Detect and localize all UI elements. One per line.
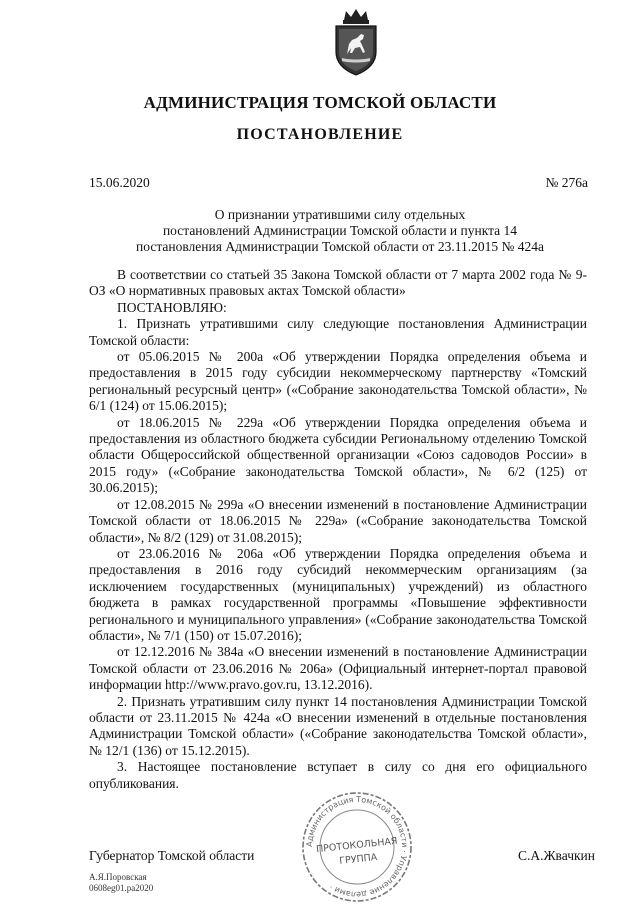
document-number: № 276а: [545, 175, 588, 190]
body-paragraph-decree-200a: от 05.06.2015 № 200а «Об утверждении Порядка определения объема и предоставления в 2015 году субсидии некоммерческому партнерству «Томский региональный ресурсный центр» («Собрание законодательства Томской области», № 6/1 (124) от 15.06.2015);: [89, 349, 587, 414]
document-date: 15.06.2020: [89, 175, 150, 190]
body-paragraph-item-1: 1. Признать утратившими силу следующие постановления Администрации Томской области:: [89, 316, 587, 348]
subject-line: О признании утратившими силу отдельных: [214, 207, 466, 222]
stamp-center-line-2: ГРУППА: [338, 851, 378, 867]
body-paragraph-resolve: ПОСТАНОВЛЯЮ:: [117, 299, 227, 315]
tomsk-coat-of-arms-icon: [330, 8, 382, 76]
executor-block: [89, 872, 153, 894]
executor-file-code: 0608eg01.pa2020: [89, 883, 154, 893]
body-paragraph-decree-206a: от 23.06.2016 № 206а «Об утверждении Порядка определения объема и предоставления в 2016 году субсидий некоммерческим организациям (за исключением государственных (муниципальных) учреждений) из областного бюджета в рамках государственной программы «Повышение эффективности регионального и муниципального управления» («Собрание законодательства Томской области», № 7/1 (150) от 15.07.2016);: [89, 545, 587, 643]
organization-title: АДМИНИСТРАЦИЯ ТОМСКОЙ ОБЛАСТИ: [143, 93, 497, 112]
document-subject: [60, 207, 620, 256]
body-paragraph-decree-384a: от 12.12.2016 № 384а «О внесении изменений в постановление Администрации Томской области от 23.06.2016 № 206а» (Официальный интернет-портал правовой информации http://www.pravo.gov.ru, 13.12.2016).: [89, 644, 587, 693]
subject-line: постановления Администрации Томской области от 23.11.2015 № 424а: [136, 239, 544, 255]
document-body: [89, 267, 587, 792]
stamp-ring-text: Администрация Томской области · Управление делами ·: [304, 794, 410, 900]
signer-position: Губернатор Томской области: [89, 848, 255, 863]
document-type: ПОСТАНОВЛЕНИЕ: [236, 126, 404, 143]
body-paragraph-decree-299a: от 12.08.2015 № 299а «О внесении изменений в постановление Администрации Томской области от 18.06.2015 № 229а» («Собрание законодательства Томской области», № 8/2 (129) от 31.08.2015);: [89, 496, 587, 545]
body-paragraph-item-2: 2. Признать утратившим силу пункт 14 постановления Администрации Томской области от 23.11.2015 № 424а «О внесении изменений в отдельные постановления Администрации Томской области» («Собрание законодательства Томской области», № 12/1 (136) от 15.12.2015).: [89, 693, 587, 758]
executor-name: А.Я.Поровская: [89, 872, 147, 882]
body-paragraph-item-3: 3. Настоящее постановление вступает в силу со дня его официального опубликования.: [89, 759, 587, 791]
stamp-center-line-1: ПРОТОКОЛЬНАЯ: [315, 835, 399, 856]
subject-line: постановлений Администрации Томской области и пункта 14: [162, 223, 518, 239]
protocol-group-stamp: [298, 790, 416, 905]
signer-name: С.А.Жвачкин: [517, 848, 595, 863]
body-paragraph-decree-229a: от 18.06.2015 № 229а «Об утверждении Порядка определения объема и предоставления из областного бюджета субсидии Региональному отделению Томской области Общероссийской общественной организации «Союз садоводов России» в 2015 году» («Собрание законодательства Томской области», № 6/2 (125) от 30.06.2015);: [89, 414, 587, 496]
body-paragraph-preamble: В соответствии со статьей 35 Закона Томской области от 7 марта 2002 года № 9-ОЗ «О нормативных правовых актах Томской области»: [89, 267, 587, 299]
